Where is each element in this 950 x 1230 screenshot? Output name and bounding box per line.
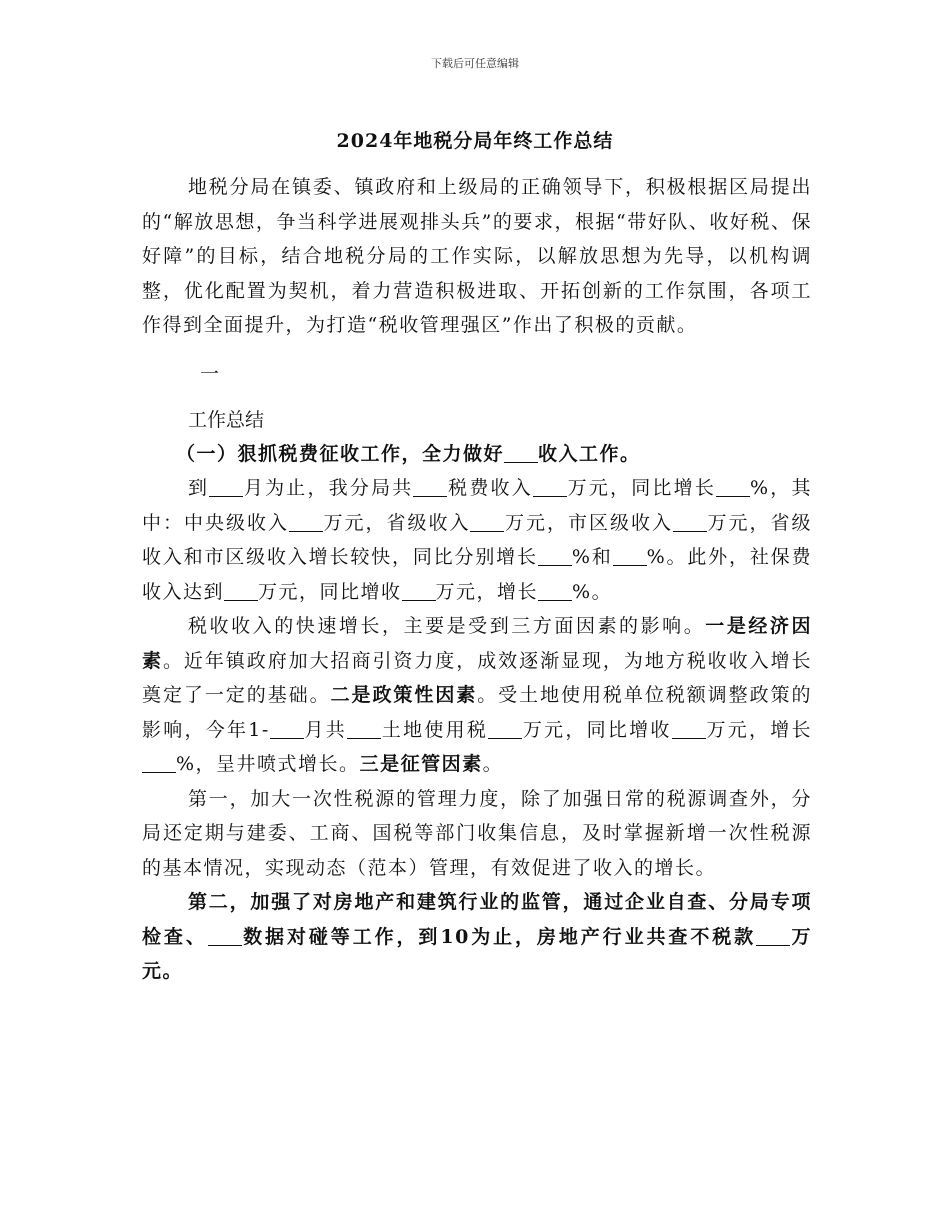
fill-blank [402, 580, 436, 601]
document-body [142, 170, 812, 989]
fill-blank [756, 925, 790, 946]
text-run: %，呈井喷式增长。 [176, 753, 360, 775]
fill-blank [470, 511, 504, 532]
second-measure-paragraph [142, 885, 812, 989]
text-run: 。受土地使用税单位税额调整政策的影响，今年1- [142, 684, 812, 741]
text-run: %。此外，社保费收入达到 [142, 546, 812, 603]
intro-paragraph: 地税分局在镇委、镇政府和上级局的正确领导下，积极根据区局提出的“解放思想，争当科学进展观排头兵”的要求，根据“带好队、收好税、保好障”的目标，结合地税分局的工作实际，以解放思想为先导，以机构调整，优化配置为契机，着力营造积极进取、开拓创新的工作氛围，各项工作得到全面提升，为打造“税收管理强区”作出了积极的贡献。 [142, 176, 812, 336]
fill-blank [142, 752, 176, 773]
fill-blank [504, 442, 538, 463]
section-title: 工作总结 [188, 408, 265, 431]
fill-blank [209, 476, 243, 497]
fill-blank [538, 580, 572, 601]
text-run: 万元，同比增长 [566, 477, 717, 499]
text-run: 税费收入 [447, 477, 533, 499]
fill-blank [672, 718, 706, 739]
text-run: 第二，加强了对房地产和建筑行业的监管，通过企业自查、分局专项检查、 [142, 891, 812, 948]
text-run: 数据对碰等工作，到10为止，房地产行业共查不税款 [241, 925, 757, 948]
factors-paragraph [142, 609, 812, 782]
text-run: %和 [571, 546, 613, 568]
fill-blank [488, 718, 522, 739]
text-run: %，其中：中央级收入 [142, 477, 812, 534]
text-run: 到 [188, 477, 210, 499]
text-run: 月共 [303, 718, 348, 741]
text-run: 万元，市区级收入 [504, 511, 673, 534]
bold-phrase: 一是经济因素 [142, 615, 812, 672]
fill-blank [289, 511, 323, 532]
fill-blank [347, 718, 381, 739]
fill-blank [208, 925, 242, 946]
page-title: 2024年地税分局年终工作总结 [336, 130, 614, 152]
text-run: 万元，同比增收 [522, 718, 672, 741]
text-run: 月为止，我分局共 [243, 477, 414, 499]
fill-blank [533, 476, 567, 497]
text-run: 万元，省级收入 [323, 511, 471, 534]
text-run: 税收收入的快速增长，主要是受到三方面因素的影响。 [188, 615, 706, 637]
bold-phrase: 二是政策性因素 [330, 684, 478, 706]
text-run: 。 [482, 753, 504, 775]
fill-blank [673, 511, 707, 532]
first-measure-paragraph: 第一，加大一次性税源的管理力度，除了加强日常的税源调查外，分局还定期与建委、工商、国税等部门收集信息，及时掌握新增一次性税源的基本情况，实现动态（范本）管理，有效促进了收入的增长。 [142, 787, 812, 879]
subsection-heading-part-a: （一）狠抓税费征收工作，全力做好 [176, 442, 505, 465]
fill-blank [538, 545, 572, 566]
fill-blank [413, 476, 447, 497]
text-run: 万元，增长 [705, 718, 812, 741]
revenue-paragraph [142, 471, 812, 609]
fill-blank [716, 476, 750, 497]
subsection-heading-part-b: 收入工作。 [538, 442, 641, 465]
section-number: 一 [200, 362, 220, 385]
text-run: 万元，省级收入和市区级收入增长较快，同比分别增长 [142, 511, 812, 568]
fill-blank [224, 580, 258, 601]
header-note: 下载后可任意编辑 [431, 57, 519, 70]
text-run: 万元。 [142, 925, 812, 982]
subsection-heading [142, 437, 812, 472]
text-run: %。 [572, 580, 613, 603]
text-run: 万元，增长 [435, 580, 539, 603]
text-run: 土地使用税 [381, 718, 489, 741]
text-run: 。近年镇政府加大招商引资力度，成效逐渐显现，为地方税收收入增长奠定了一定的基础。 [142, 649, 812, 706]
fill-blank [613, 545, 647, 566]
bold-phrase: 三是征管因素 [359, 753, 483, 775]
fill-blank [270, 718, 304, 739]
text-run: 万元，同比增收 [258, 580, 402, 603]
